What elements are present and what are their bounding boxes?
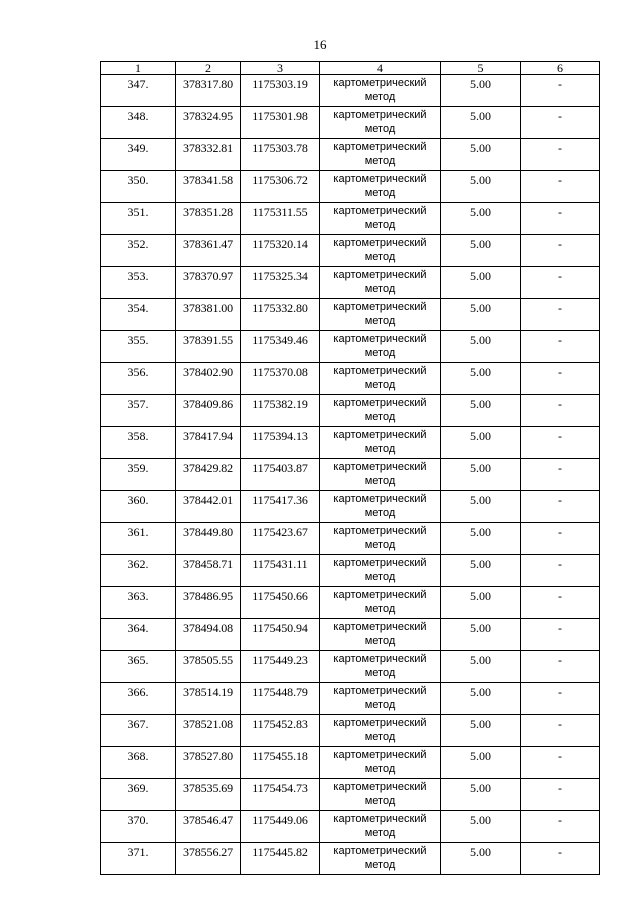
table-row (101, 651, 600, 683)
point-number-cell: 367. (101, 715, 176, 747)
x-coordinate-cell: 378442.01 (176, 491, 241, 523)
table-row (101, 267, 600, 299)
table-row (101, 299, 600, 331)
precision-cell: 5.00 (441, 843, 521, 875)
y-coordinate-cell: 1175417.36 (241, 491, 320, 523)
x-coordinate-cell: 378556.27 (176, 843, 241, 875)
note-cell: - (521, 139, 600, 171)
precision-cell: 5.00 (441, 395, 521, 427)
y-coordinate-cell: 1175448.79 (241, 683, 320, 715)
point-number-cell: 355. (101, 331, 176, 363)
precision-cell: 5.00 (441, 267, 521, 299)
precision-cell: 5.00 (441, 427, 521, 459)
y-coordinate-cell: 1175370.08 (241, 363, 320, 395)
x-coordinate-cell: 378494.08 (176, 619, 241, 651)
note-cell: - (521, 651, 600, 683)
method-cell: картометрический метод (320, 747, 441, 779)
method-cell: картометрический метод (320, 235, 441, 267)
point-number-cell: 347. (101, 75, 176, 107)
note-cell: - (521, 171, 600, 203)
x-coordinate-cell: 378514.19 (176, 683, 241, 715)
x-coordinate-cell: 378546.47 (176, 811, 241, 843)
method-cell: картометрический метод (320, 363, 441, 395)
page-number: 16 (313, 37, 327, 52)
table-row (101, 587, 600, 619)
note-cell: - (521, 299, 600, 331)
table-row (101, 75, 600, 107)
point-number-cell: 369. (101, 779, 176, 811)
column-header-1: 1 (101, 62, 176, 75)
y-coordinate-cell: 1175455.18 (241, 747, 320, 779)
table-row (101, 715, 600, 747)
y-coordinate-cell: 1175303.78 (241, 139, 320, 171)
note-cell: - (521, 523, 600, 555)
y-coordinate-cell: 1175431.11 (241, 555, 320, 587)
x-coordinate-cell: 378429.82 (176, 459, 241, 491)
y-coordinate-cell: 1175320.14 (241, 235, 320, 267)
point-number-cell: 350. (101, 171, 176, 203)
y-coordinate-cell: 1175325.34 (241, 267, 320, 299)
point-number-cell: 348. (101, 107, 176, 139)
precision-cell: 5.00 (441, 747, 521, 779)
x-coordinate-cell: 378324.95 (176, 107, 241, 139)
y-coordinate-cell: 1175311.55 (241, 203, 320, 235)
point-number-cell: 356. (101, 363, 176, 395)
note-cell: - (521, 683, 600, 715)
table-row (101, 203, 600, 235)
precision-cell: 5.00 (441, 779, 521, 811)
x-coordinate-cell: 378521.08 (176, 715, 241, 747)
table-row (101, 619, 600, 651)
x-coordinate-cell: 378486.95 (176, 587, 241, 619)
table-row (101, 171, 600, 203)
point-number-cell: 353. (101, 267, 176, 299)
note-cell: - (521, 779, 600, 811)
y-coordinate-cell: 1175349.46 (241, 331, 320, 363)
x-coordinate-cell: 378535.69 (176, 779, 241, 811)
precision-cell: 5.00 (441, 683, 521, 715)
method-cell: картометрический метод (320, 651, 441, 683)
method-cell: картометрический метод (320, 779, 441, 811)
method-cell: картометрический метод (320, 427, 441, 459)
column-header-5: 5 (441, 62, 521, 75)
x-coordinate-cell: 378370.97 (176, 267, 241, 299)
note-cell: - (521, 107, 600, 139)
x-coordinate-cell: 378527.80 (176, 747, 241, 779)
table-row (101, 107, 600, 139)
note-cell: - (521, 587, 600, 619)
method-cell: картометрический метод (320, 491, 441, 523)
x-coordinate-cell: 378391.55 (176, 331, 241, 363)
table-row (101, 555, 600, 587)
table-row (101, 683, 600, 715)
x-coordinate-cell: 378351.28 (176, 203, 241, 235)
note-cell: - (521, 843, 600, 875)
note-cell: - (521, 619, 600, 651)
method-cell: картометрический метод (320, 811, 441, 843)
table-header-row (101, 62, 600, 75)
y-coordinate-cell: 1175301.98 (241, 107, 320, 139)
x-coordinate-cell: 378409.86 (176, 395, 241, 427)
coordinates-table (100, 61, 600, 875)
note-cell: - (521, 235, 600, 267)
point-number-cell: 362. (101, 555, 176, 587)
precision-cell: 5.00 (441, 811, 521, 843)
x-coordinate-cell: 378332.81 (176, 139, 241, 171)
point-number-cell: 352. (101, 235, 176, 267)
x-coordinate-cell: 378505.55 (176, 651, 241, 683)
x-coordinate-cell: 378381.00 (176, 299, 241, 331)
point-number-cell: 360. (101, 491, 176, 523)
method-cell: картометрический метод (320, 683, 441, 715)
table-row (101, 491, 600, 523)
method-cell: картометрический метод (320, 203, 441, 235)
x-coordinate-cell: 378417.94 (176, 427, 241, 459)
y-coordinate-cell: 1175394.13 (241, 427, 320, 459)
method-cell: картометрический метод (320, 555, 441, 587)
note-cell: - (521, 331, 600, 363)
y-coordinate-cell: 1175403.87 (241, 459, 320, 491)
table-row (101, 779, 600, 811)
point-number-cell: 366. (101, 683, 176, 715)
y-coordinate-cell: 1175452.83 (241, 715, 320, 747)
y-coordinate-cell: 1175450.94 (241, 619, 320, 651)
method-cell: картометрический метод (320, 107, 441, 139)
note-cell: - (521, 491, 600, 523)
note-cell: - (521, 267, 600, 299)
note-cell: - (521, 203, 600, 235)
precision-cell: 5.00 (441, 299, 521, 331)
point-number-cell: 351. (101, 203, 176, 235)
method-cell: картометрический метод (320, 715, 441, 747)
table-row (101, 523, 600, 555)
y-coordinate-cell: 1175303.19 (241, 75, 320, 107)
method-cell: картометрический метод (320, 843, 441, 875)
precision-cell: 5.00 (441, 107, 521, 139)
column-header-3: 3 (241, 62, 320, 75)
method-cell: картометрический метод (320, 523, 441, 555)
note-cell: - (521, 747, 600, 779)
y-coordinate-cell: 1175449.06 (241, 811, 320, 843)
note-cell: - (521, 459, 600, 491)
method-cell: картометрический метод (320, 171, 441, 203)
y-coordinate-cell: 1175449.23 (241, 651, 320, 683)
y-coordinate-cell: 1175382.19 (241, 395, 320, 427)
method-cell: картометрический метод (320, 267, 441, 299)
table-row (101, 747, 600, 779)
y-coordinate-cell: 1175454.73 (241, 779, 320, 811)
method-cell: картометрический метод (320, 619, 441, 651)
precision-cell: 5.00 (441, 523, 521, 555)
table-row (101, 811, 600, 843)
note-cell: - (521, 395, 600, 427)
x-coordinate-cell: 378361.47 (176, 235, 241, 267)
x-coordinate-cell: 378341.58 (176, 171, 241, 203)
point-number-cell: 371. (101, 843, 176, 875)
precision-cell: 5.00 (441, 555, 521, 587)
point-number-cell: 363. (101, 587, 176, 619)
precision-cell: 5.00 (441, 139, 521, 171)
table-row (101, 235, 600, 267)
point-number-cell: 361. (101, 523, 176, 555)
method-cell: картометрический метод (320, 587, 441, 619)
x-coordinate-cell: 378317.80 (176, 75, 241, 107)
note-cell: - (521, 811, 600, 843)
precision-cell: 5.00 (441, 491, 521, 523)
y-coordinate-cell: 1175423.67 (241, 523, 320, 555)
method-cell: картометрический метод (320, 395, 441, 427)
precision-cell: 5.00 (441, 587, 521, 619)
note-cell: - (521, 427, 600, 459)
y-coordinate-cell: 1175450.66 (241, 587, 320, 619)
y-coordinate-cell: 1175306.72 (241, 171, 320, 203)
precision-cell: 5.00 (441, 203, 521, 235)
point-number-cell: 358. (101, 427, 176, 459)
table-row (101, 459, 600, 491)
table-row (101, 139, 600, 171)
method-cell: картометрический метод (320, 139, 441, 171)
note-cell: - (521, 555, 600, 587)
y-coordinate-cell: 1175445.82 (241, 843, 320, 875)
precision-cell: 5.00 (441, 75, 521, 107)
point-number-cell: 349. (101, 139, 176, 171)
table-row (101, 427, 600, 459)
precision-cell: 5.00 (441, 331, 521, 363)
precision-cell: 5.00 (441, 235, 521, 267)
method-cell: картометрический метод (320, 459, 441, 491)
table-row (101, 843, 600, 875)
x-coordinate-cell: 378449.80 (176, 523, 241, 555)
precision-cell: 5.00 (441, 363, 521, 395)
point-number-cell: 357. (101, 395, 176, 427)
point-number-cell: 370. (101, 811, 176, 843)
precision-cell: 5.00 (441, 171, 521, 203)
point-number-cell: 354. (101, 299, 176, 331)
point-number-cell: 359. (101, 459, 176, 491)
table-row (101, 331, 600, 363)
note-cell: - (521, 75, 600, 107)
note-cell: - (521, 363, 600, 395)
table-row (101, 363, 600, 395)
column-header-2: 2 (176, 62, 241, 75)
column-header-4: 4 (320, 62, 441, 75)
point-number-cell: 364. (101, 619, 176, 651)
precision-cell: 5.00 (441, 619, 521, 651)
y-coordinate-cell: 1175332.80 (241, 299, 320, 331)
table-row (101, 395, 600, 427)
note-cell: - (521, 715, 600, 747)
point-number-cell: 365. (101, 651, 176, 683)
column-header-6: 6 (521, 62, 600, 75)
point-number-cell: 368. (101, 747, 176, 779)
precision-cell: 5.00 (441, 715, 521, 747)
method-cell: картометрический метод (320, 331, 441, 363)
method-cell: картометрический метод (320, 299, 441, 331)
precision-cell: 5.00 (441, 459, 521, 491)
x-coordinate-cell: 378402.90 (176, 363, 241, 395)
precision-cell: 5.00 (441, 651, 521, 683)
table-body (101, 75, 600, 875)
method-cell: картометрический метод (320, 75, 441, 107)
x-coordinate-cell: 378458.71 (176, 555, 241, 587)
